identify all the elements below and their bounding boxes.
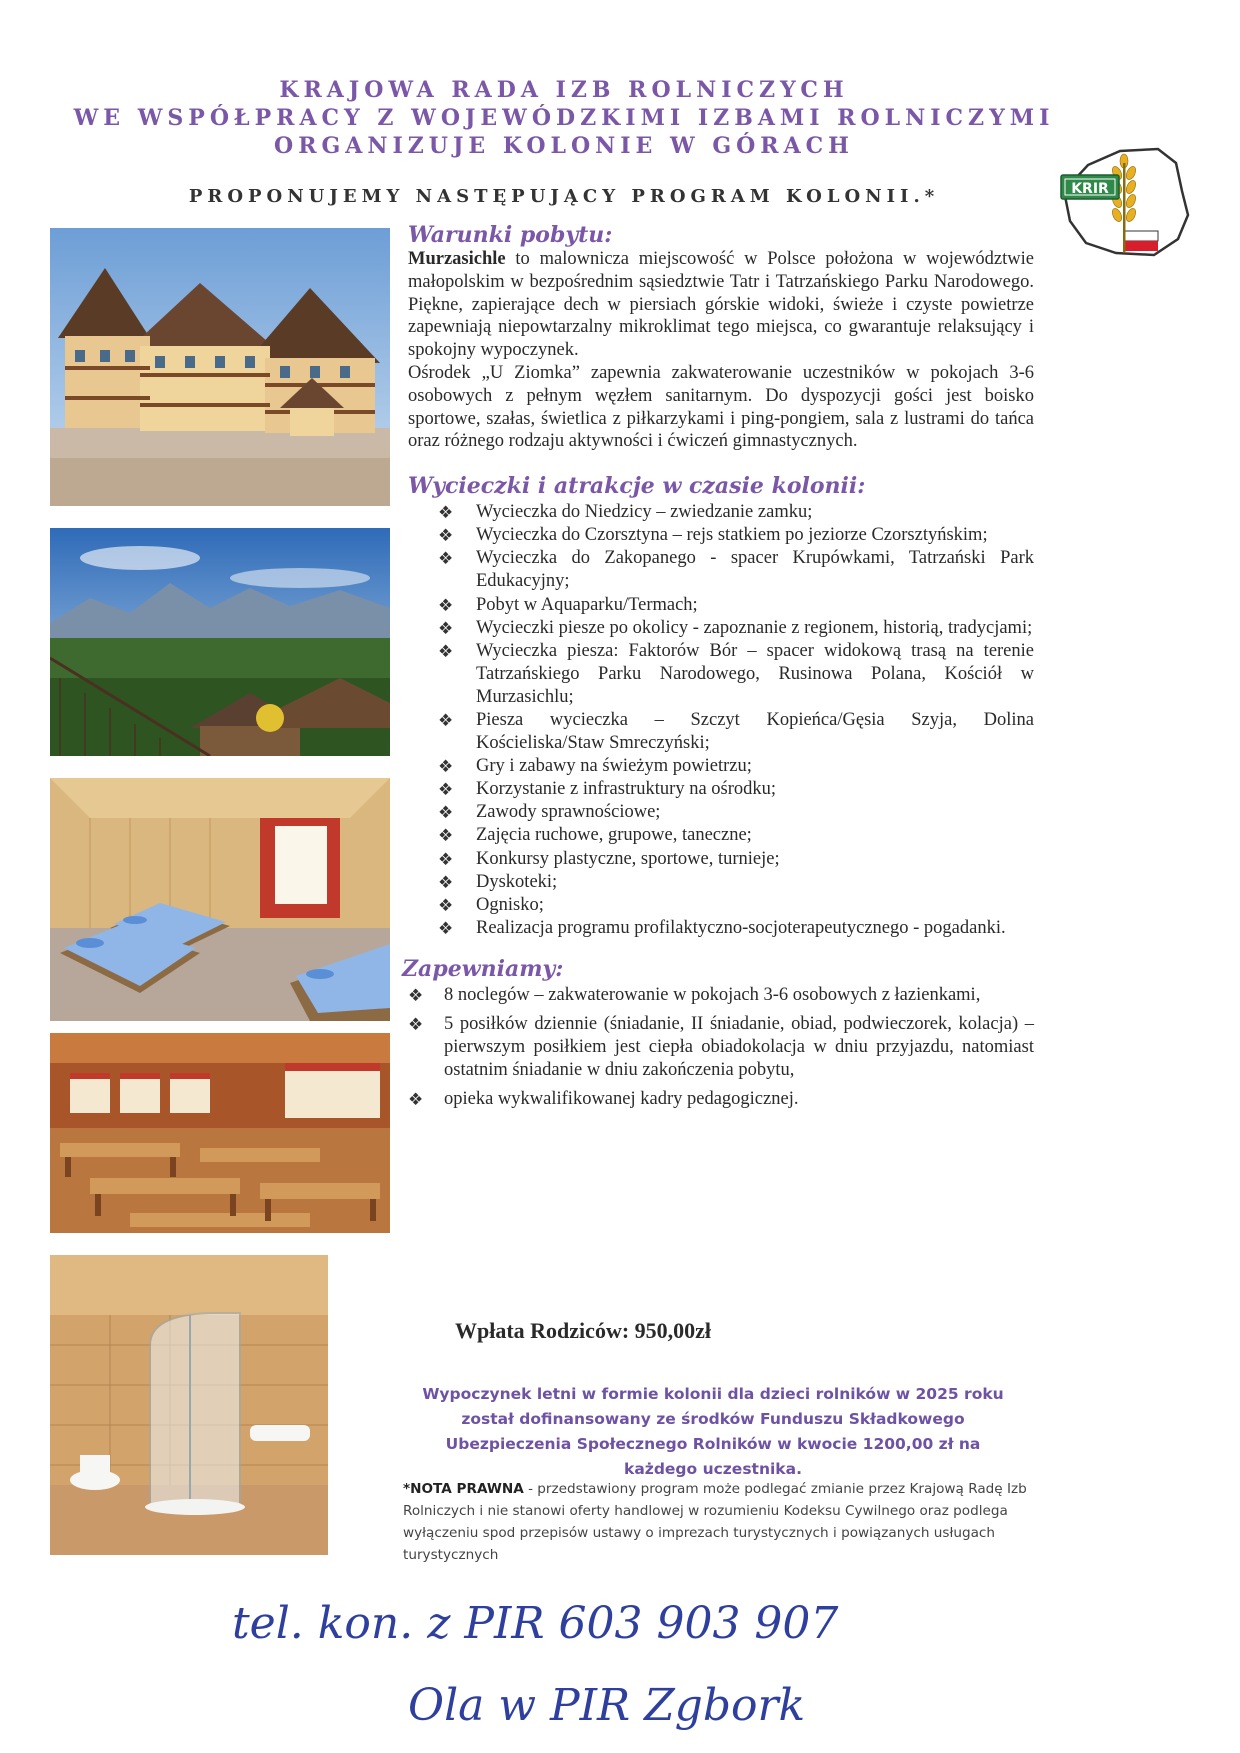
bullet-icon: ❖ bbox=[438, 711, 454, 731]
bullet-icon: ❖ bbox=[438, 872, 454, 892]
bullet-icon: ❖ bbox=[408, 985, 424, 1005]
list-item: ❖ Pobyt w Aquaparku/Termach; bbox=[408, 594, 1034, 617]
bullet-icon: ❖ bbox=[438, 549, 454, 569]
warunki-paragraph-1-text: to malownicza miejscowość w Polsce położona w województwie małopolskim w bezpośrednim sąsiedztwie Tatr i Tatrzańskiego Parku Narodowego. Piękne, zapierające dech w piersiach górskie widoki, świeże i czyste powietrze zapewniają niepowtarzalny mikroklimat tego miejsca, co gwarantuje relaksujący i spokojny wypoczynek. bbox=[408, 249, 1034, 361]
section-title-zapewniamy: Zapewniamy: bbox=[402, 955, 564, 982]
list-item: ❖ Ognisko; bbox=[408, 894, 1034, 917]
bullet-icon: ❖ bbox=[438, 503, 454, 523]
bullet-icon: ❖ bbox=[438, 618, 454, 638]
mountain-lodge-photo bbox=[50, 228, 390, 506]
list-item: ❖ Wycieczka do Czorsztyna – rejs statkiem po jeziorze Czorsztyńskim; bbox=[408, 524, 1034, 547]
list-item: ❖ 5 posiłków dziennie (śniadanie, II śniadanie, obiad, podwieczorek, kolacja) – pierwszym posiłkiem jest ciepła obiadokolacja w dniu przyjazdu, natomiast ostatnim śniadanie w dniu zakończenia pobytu, bbox=[408, 1014, 1034, 1081]
bathroom-photo bbox=[50, 1255, 328, 1555]
bullet-icon: ❖ bbox=[438, 895, 454, 915]
legal-note bbox=[403, 1478, 1043, 1566]
logo-text: KRIR bbox=[1071, 181, 1109, 197]
handwritten-phone: tel. kon. z PIR 603 903 907 bbox=[232, 1598, 839, 1649]
list-item: ❖ Korzystanie z infrastruktury na ośrodku; bbox=[408, 778, 1034, 801]
bedroom-photo bbox=[50, 778, 390, 1021]
bullet-icon: ❖ bbox=[408, 1015, 424, 1035]
zapewniamy-list bbox=[408, 984, 1034, 1111]
bullet-icon: ❖ bbox=[438, 849, 454, 869]
list-item: ❖ Wycieczka do Niedzicy – zwiedzanie zamku; bbox=[408, 501, 1034, 524]
warunki-paragraph-2: Ośrodek „U Ziomka” zapewnia zakwaterowanie uczestników w pokojach 3-6 osobowych z pełnym węzłem sanitarnym. Do dyspozycji gości jest boisko sportowe, szałas, świetlica z piłkarzykami i ping-pongiem, sala z lustrami do tańca oraz różnego rodzaju aktywności i ćwiczeń gimnastycznych. bbox=[408, 362, 1034, 452]
bullet-icon: ❖ bbox=[438, 595, 454, 615]
program-subtitle: PROPONUJEMY NASTĘPUJĄCY PROGRAM KOLONII.* bbox=[188, 186, 940, 207]
bullet-icon: ❖ bbox=[438, 526, 454, 546]
legal-note-label: *NOTA PRAWNA bbox=[403, 1481, 524, 1497]
list-item: ❖ Wycieczka do Zakopanego - spacer Krupówkami, Tatrzański Park Edukacyjny; bbox=[438, 548, 1034, 592]
bullet-icon: ❖ bbox=[408, 1090, 424, 1110]
place-name: Murzasichle bbox=[408, 249, 506, 269]
bullet-icon: ❖ bbox=[438, 641, 454, 661]
header-line-1: KRAJOWA RADA IZB ROLNICZYCH bbox=[279, 77, 849, 103]
main-content bbox=[402, 222, 1034, 1111]
list-item: ❖ opieka wykwalifikowanej kadry pedagogicznej. bbox=[408, 1088, 1034, 1111]
bullet-icon: ❖ bbox=[438, 826, 454, 846]
wycieczki-list bbox=[408, 501, 1034, 940]
section-title-warunki: Warunki pobytu: bbox=[408, 222, 613, 248]
bullet-icon: ❖ bbox=[438, 757, 454, 777]
header-line-2: WE WSPÓŁPRACY Z WOJEWÓDZKIMI IZBAMI ROLNICZYMI bbox=[73, 105, 1055, 131]
list-item: ❖ Piesza wycieczka – Szczyt Kopieńca/Gęsia Szyja, Dolina Kościeliska/Staw Smreczyński; bbox=[438, 710, 1034, 754]
warunki-paragraph-1 bbox=[408, 248, 1034, 362]
list-item: ❖ Konkursy plastyczne, sportowe, turnieje; bbox=[408, 848, 1034, 871]
list-item: ❖ Realizacja programu profilaktyczno-socjoterapeutycznego - pogadanki. bbox=[408, 917, 1034, 940]
bullet-icon: ❖ bbox=[438, 780, 454, 800]
dining-room-photo bbox=[50, 1033, 390, 1233]
section-title-wycieczki: Wycieczki i atrakcje w czasie kolonii: bbox=[408, 473, 866, 500]
list-item: ❖ Gry i zabawy na świeżym powietrzu; bbox=[408, 755, 1034, 778]
list-item: ❖ Zajęcia ruchowe, grupowe, taneczne; bbox=[408, 824, 1034, 847]
list-item: ❖ 8 noclegów – zakwaterowanie w pokojach 3-6 osobowych z łazienkami, bbox=[408, 984, 1034, 1007]
document-header bbox=[0, 76, 1128, 160]
handwritten-contact: Ola w PIR Zgbork bbox=[408, 1680, 806, 1731]
krir-logo-icon bbox=[1058, 143, 1193, 261]
legal-note-text: - przedstawiony program może podlegać zmianie przez Krajową Radę Izb Rolniczych i nie stanowi oferty handlowej w rozumieniu Kodeksu Cywilnego oraz podlega wyłączeniu spod przepisów ustawy o imprezach turystycznych i powiązanych usługach turystycznych bbox=[403, 1481, 1027, 1563]
parent-payment: Wpłata Rodziców: 950,00zł bbox=[455, 1318, 712, 1343]
list-item: ❖ Dyskoteki; bbox=[408, 871, 1034, 894]
header-line-3: ORGANIZUJE KOLONIE W GÓRACH bbox=[274, 133, 854, 159]
list-item: ❖ Wycieczka piesza: Faktorów Bór – spacer widokową trasą na terenie Tatrzańskiego Parku Narodowego, Rusinowa Polana, Kościół w Murzasichlu; bbox=[438, 640, 1034, 707]
funding-statement: Wypoczynek letni w formie kolonii dla dzieci rolników w 2025 roku został dofinansowany ze środków Funduszu Składkowego Ubezpieczenia Społecznego Rolników w kwocie 1200,00 zł na każdego uczestnika. bbox=[422, 1385, 1004, 1478]
mountain-panorama-photo bbox=[50, 528, 390, 756]
bullet-icon: ❖ bbox=[438, 918, 454, 938]
list-item: ❖ Wycieczki piesze po okolicy - zapoznanie z regionem, historią, tradycjami; bbox=[408, 617, 1034, 640]
bullet-icon: ❖ bbox=[438, 803, 454, 823]
list-item: ❖ Zawody sprawnościowe; bbox=[408, 801, 1034, 824]
